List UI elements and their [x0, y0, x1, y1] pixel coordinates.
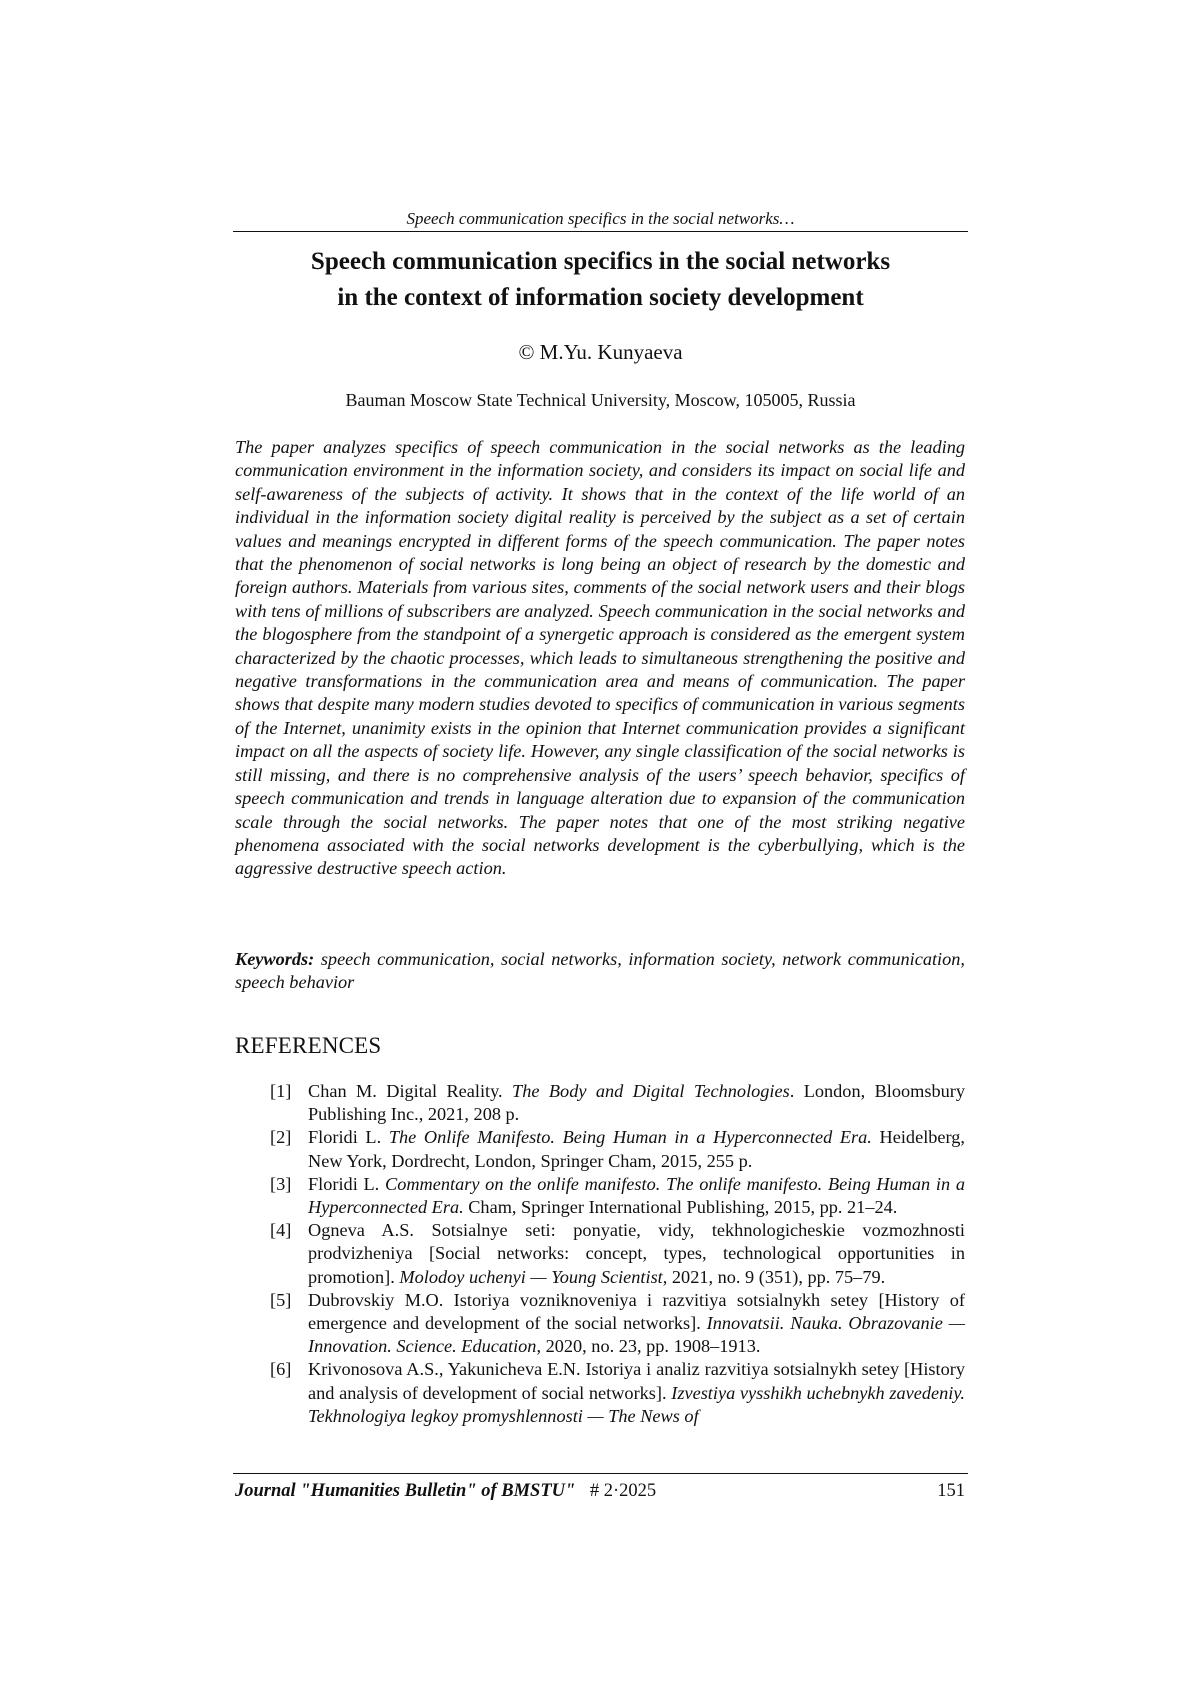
keywords-label: Keywords:	[235, 949, 315, 969]
title-line-1: Speech communication specifics in the social networks	[310, 248, 891, 275]
issue-number: # 2·2025	[589, 1481, 657, 1501]
reference-number: [1]	[270, 1081, 292, 1101]
page-footer	[235, 1479, 965, 1503]
keywords-text: speech communication, social networks, information society, network communication, speech behavior	[235, 949, 965, 993]
references-heading: REFERENCES	[235, 1033, 382, 1058]
reference-number: [4]	[270, 1220, 292, 1241]
reference-item: [4] Ogneva A.S. Sotsialnye seti: ponyatie, vidy, tekhnologicheskie vozmozhnosti prodvizheniya [Social networks: concept, types, technological opportunities in promotion]. Molodoy uchenyi — Young Scientist, 2021, no. 9 (351), pp. 75–79.	[270, 1220, 965, 1287]
running-head: Speech communication specifics in the social networks…	[406, 209, 795, 228]
journal-name: Journal "Humanities Bulletin" of BMSTU"	[235, 1481, 576, 1501]
footer-rule	[233, 1473, 968, 1474]
reference-number: [3]	[270, 1173, 292, 1194]
reference-number: [2]	[270, 1127, 292, 1148]
title-line-2: in the context of information society development	[337, 284, 864, 311]
references-list	[270, 1080, 965, 1428]
header-rule	[233, 231, 968, 232]
abstract: The paper analyzes specifics of speech communication in the social networks as the leading communication environment in the information society, and considers its impact on social life and self-awareness of the subjects of activity. It shows that in the context of the life world of an individual in the information society digital reality is perceived by the subject as a set of certain values and meanings encrypted in different forms of the speech communication. The paper notes that the phenomenon of social networks is long being an object of research by the domestic and foreign authors. Materials from various sites, comments of the social network users and their blogs with tens of millions of subscribers are analyzed. Speech communication in the social networks and the blogosphere from the standpoint of a synergetic approach is considered as the emergent system characterized by the chaotic processes, which leads to simultaneous strengthening the positive and negative transformations in the communication area and means of communication. The paper shows that despite many modern studies devoted to specifics of communication in various segments of the Internet, unanimity exists in the opinion that Internet communication provides a significant impact on all the aspects of society life. However, any single classification of the social networks is still missing, and there is no comprehensive analysis of the users’ speech behavior, specifics of speech communication and trends in language alteration due to expansion of the communication scale through the social networks. The paper notes that one of the most striking negative phenomena associated with the social networks development is the cyberbullying, which is the aggressive destructive speech action.	[235, 437, 965, 879]
affiliation: Bauman Moscow State Technical University, Moscow, 105005, Russia	[345, 390, 856, 410]
reference-item: [2] Floridi L. The Onlife Manifesto. Being Human in a Hyperconnected Era. Heidelberg, New York, Dordrecht, London, Springer Cham, 2015, 255 p.	[270, 1127, 965, 1171]
reference-item: [6] Krivonosova A.S., Yakunicheva E.N. Istoriya i analiz razvitiya sotsialnykh setey [History and analysis of development of social networks]. Izvestiya vysshikh uchebnykh zavedeniy. Tekhnologiya legkoy promyshlennosti — The News of	[270, 1359, 965, 1426]
reference-item: [5] Dubrovskiy M.O. Istoriya vozniknoveniya i razvitiya sotsialnykh setey [History of emergence and development of the social networks]. Innovatsii. Nauka. Obrazovanie — Innovation. Science. Education, 2020, no. 23, pp. 1908–1913.	[270, 1289, 965, 1357]
author: © M.Yu. Kunyaeva	[518, 340, 683, 364]
reference-item: [1] Chan M. Digital Reality. The Body and Digital Technologies. London, Bloomsbury Publishing Inc., 2021, 208 p.	[270, 1081, 965, 1125]
page-number: 151	[937, 1481, 965, 1501]
reference-number: [5]	[270, 1289, 292, 1310]
reference-item: [3] Floridi L. Commentary on the onlife manifesto. The onlife manifesto. Being Human in a Hyperconnected Era. Cham, Springer International Publishing, 2015, pp. 21–24.	[270, 1173, 966, 1218]
paper-title	[233, 244, 968, 316]
reference-number: [6]	[270, 1359, 292, 1380]
keywords	[235, 948, 965, 995]
